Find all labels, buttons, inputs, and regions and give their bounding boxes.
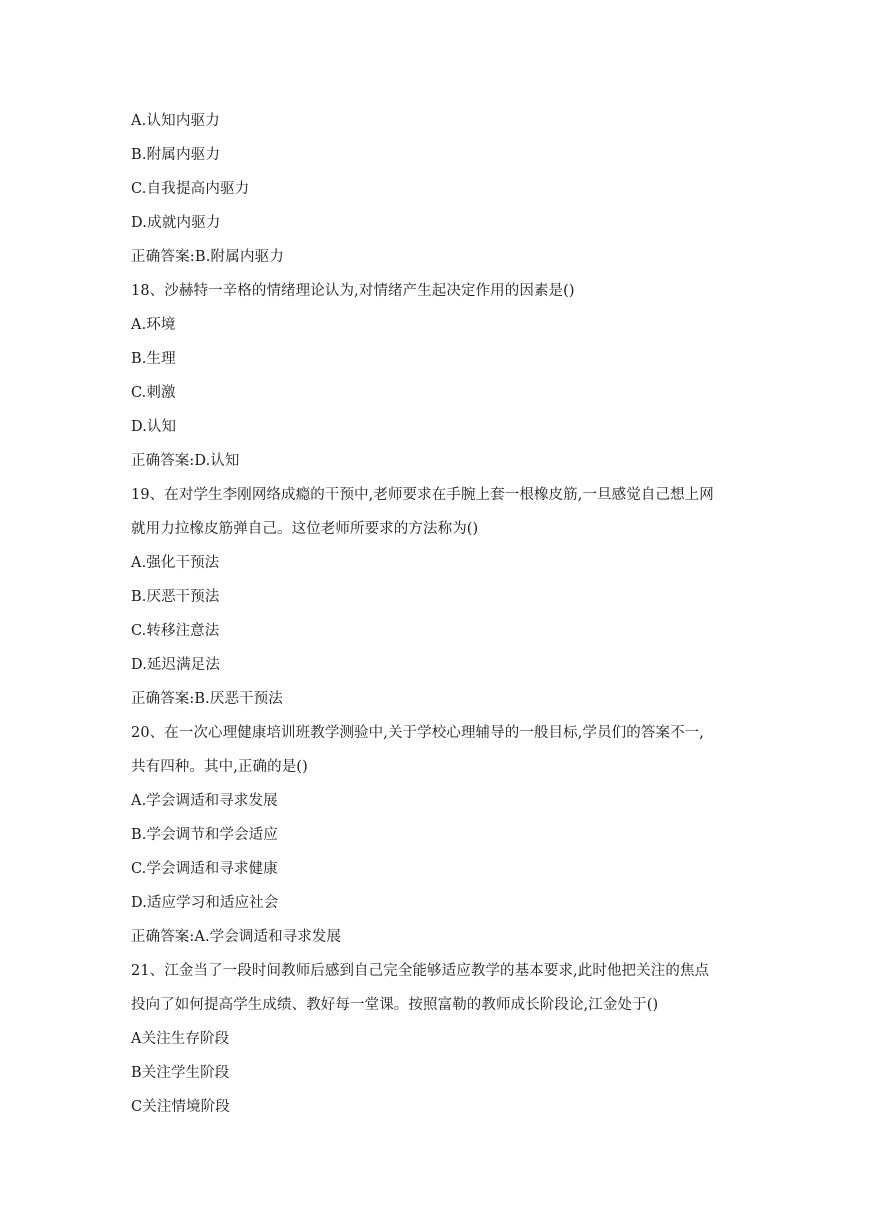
option-b: B.附属内驱力: [131, 147, 221, 163]
option-b: B关注学生阶段: [131, 1065, 230, 1081]
question-text: 19、在对学生李刚网络成瘾的干预中,老师要求在手腕上套一根橡皮筋,一旦感觉自己想上网: [131, 487, 714, 503]
question-21: [131, 954, 741, 1124]
option-c: C.刺激: [131, 385, 176, 401]
option-a: A.认知内驱力: [131, 113, 220, 129]
option-d: D.成就内驱力: [131, 215, 221, 231]
question-text: 18、沙赫特一辛格的情绪理论认为,对情绪产生起决定作用的因素是(): [131, 283, 575, 299]
option-d: D.认知: [131, 419, 177, 435]
question-20: [131, 716, 741, 954]
option-b: B.学会调节和学会适应: [131, 827, 278, 843]
option-c: C关注情境阶段: [131, 1099, 230, 1115]
option-d: D.适应学习和适应社会: [131, 895, 279, 911]
option-c: C.转移注意法: [131, 623, 220, 639]
option-a: A.强化干预法: [131, 555, 220, 571]
option-a: A.环境: [131, 317, 176, 333]
question-text: 21、江金当了一段时间教师后感到自己完全能够适应教学的基本要求,此时他把关注的焦点: [131, 963, 710, 979]
answer: 正确答案:B.厌恶干预法: [131, 691, 283, 707]
question-18: [131, 274, 741, 478]
question-text-continued: 投向了如何提高学生成绩、教好每一堂课。按照富勒的教师成长阶段论,江金处于(): [131, 997, 659, 1013]
option-a: A.学会调适和寻求发展: [131, 793, 278, 809]
document-page: [131, 104, 741, 1124]
option-b: B.厌恶干预法: [131, 589, 220, 605]
question-text-continued: 就用力拉橡皮筋弹自己。这位老师所要求的方法称为(): [131, 521, 479, 537]
question-17-tail: [131, 104, 741, 274]
option-d: D.延迟满足法: [131, 657, 220, 673]
answer: 正确答案:A.学会调适和寻求发展: [131, 929, 342, 945]
question-text-continued: 共有四种。其中,正确的是(): [131, 759, 308, 775]
option-a: A关注生存阶段: [131, 1031, 230, 1047]
answer: 正确答案:B.附属内驱力: [131, 249, 285, 265]
option-b: B.生理: [131, 351, 176, 367]
option-c: C.学会调适和寻求健康: [131, 861, 278, 877]
question-text: 20、在一次心理健康培训班教学测验中,关于学校心理辅导的一般目标,学员们的答案不一,: [131, 725, 704, 741]
option-c: C.自我提高内驱力: [131, 181, 250, 197]
question-19: [131, 478, 741, 716]
answer: 正确答案:D.认知: [131, 453, 240, 469]
